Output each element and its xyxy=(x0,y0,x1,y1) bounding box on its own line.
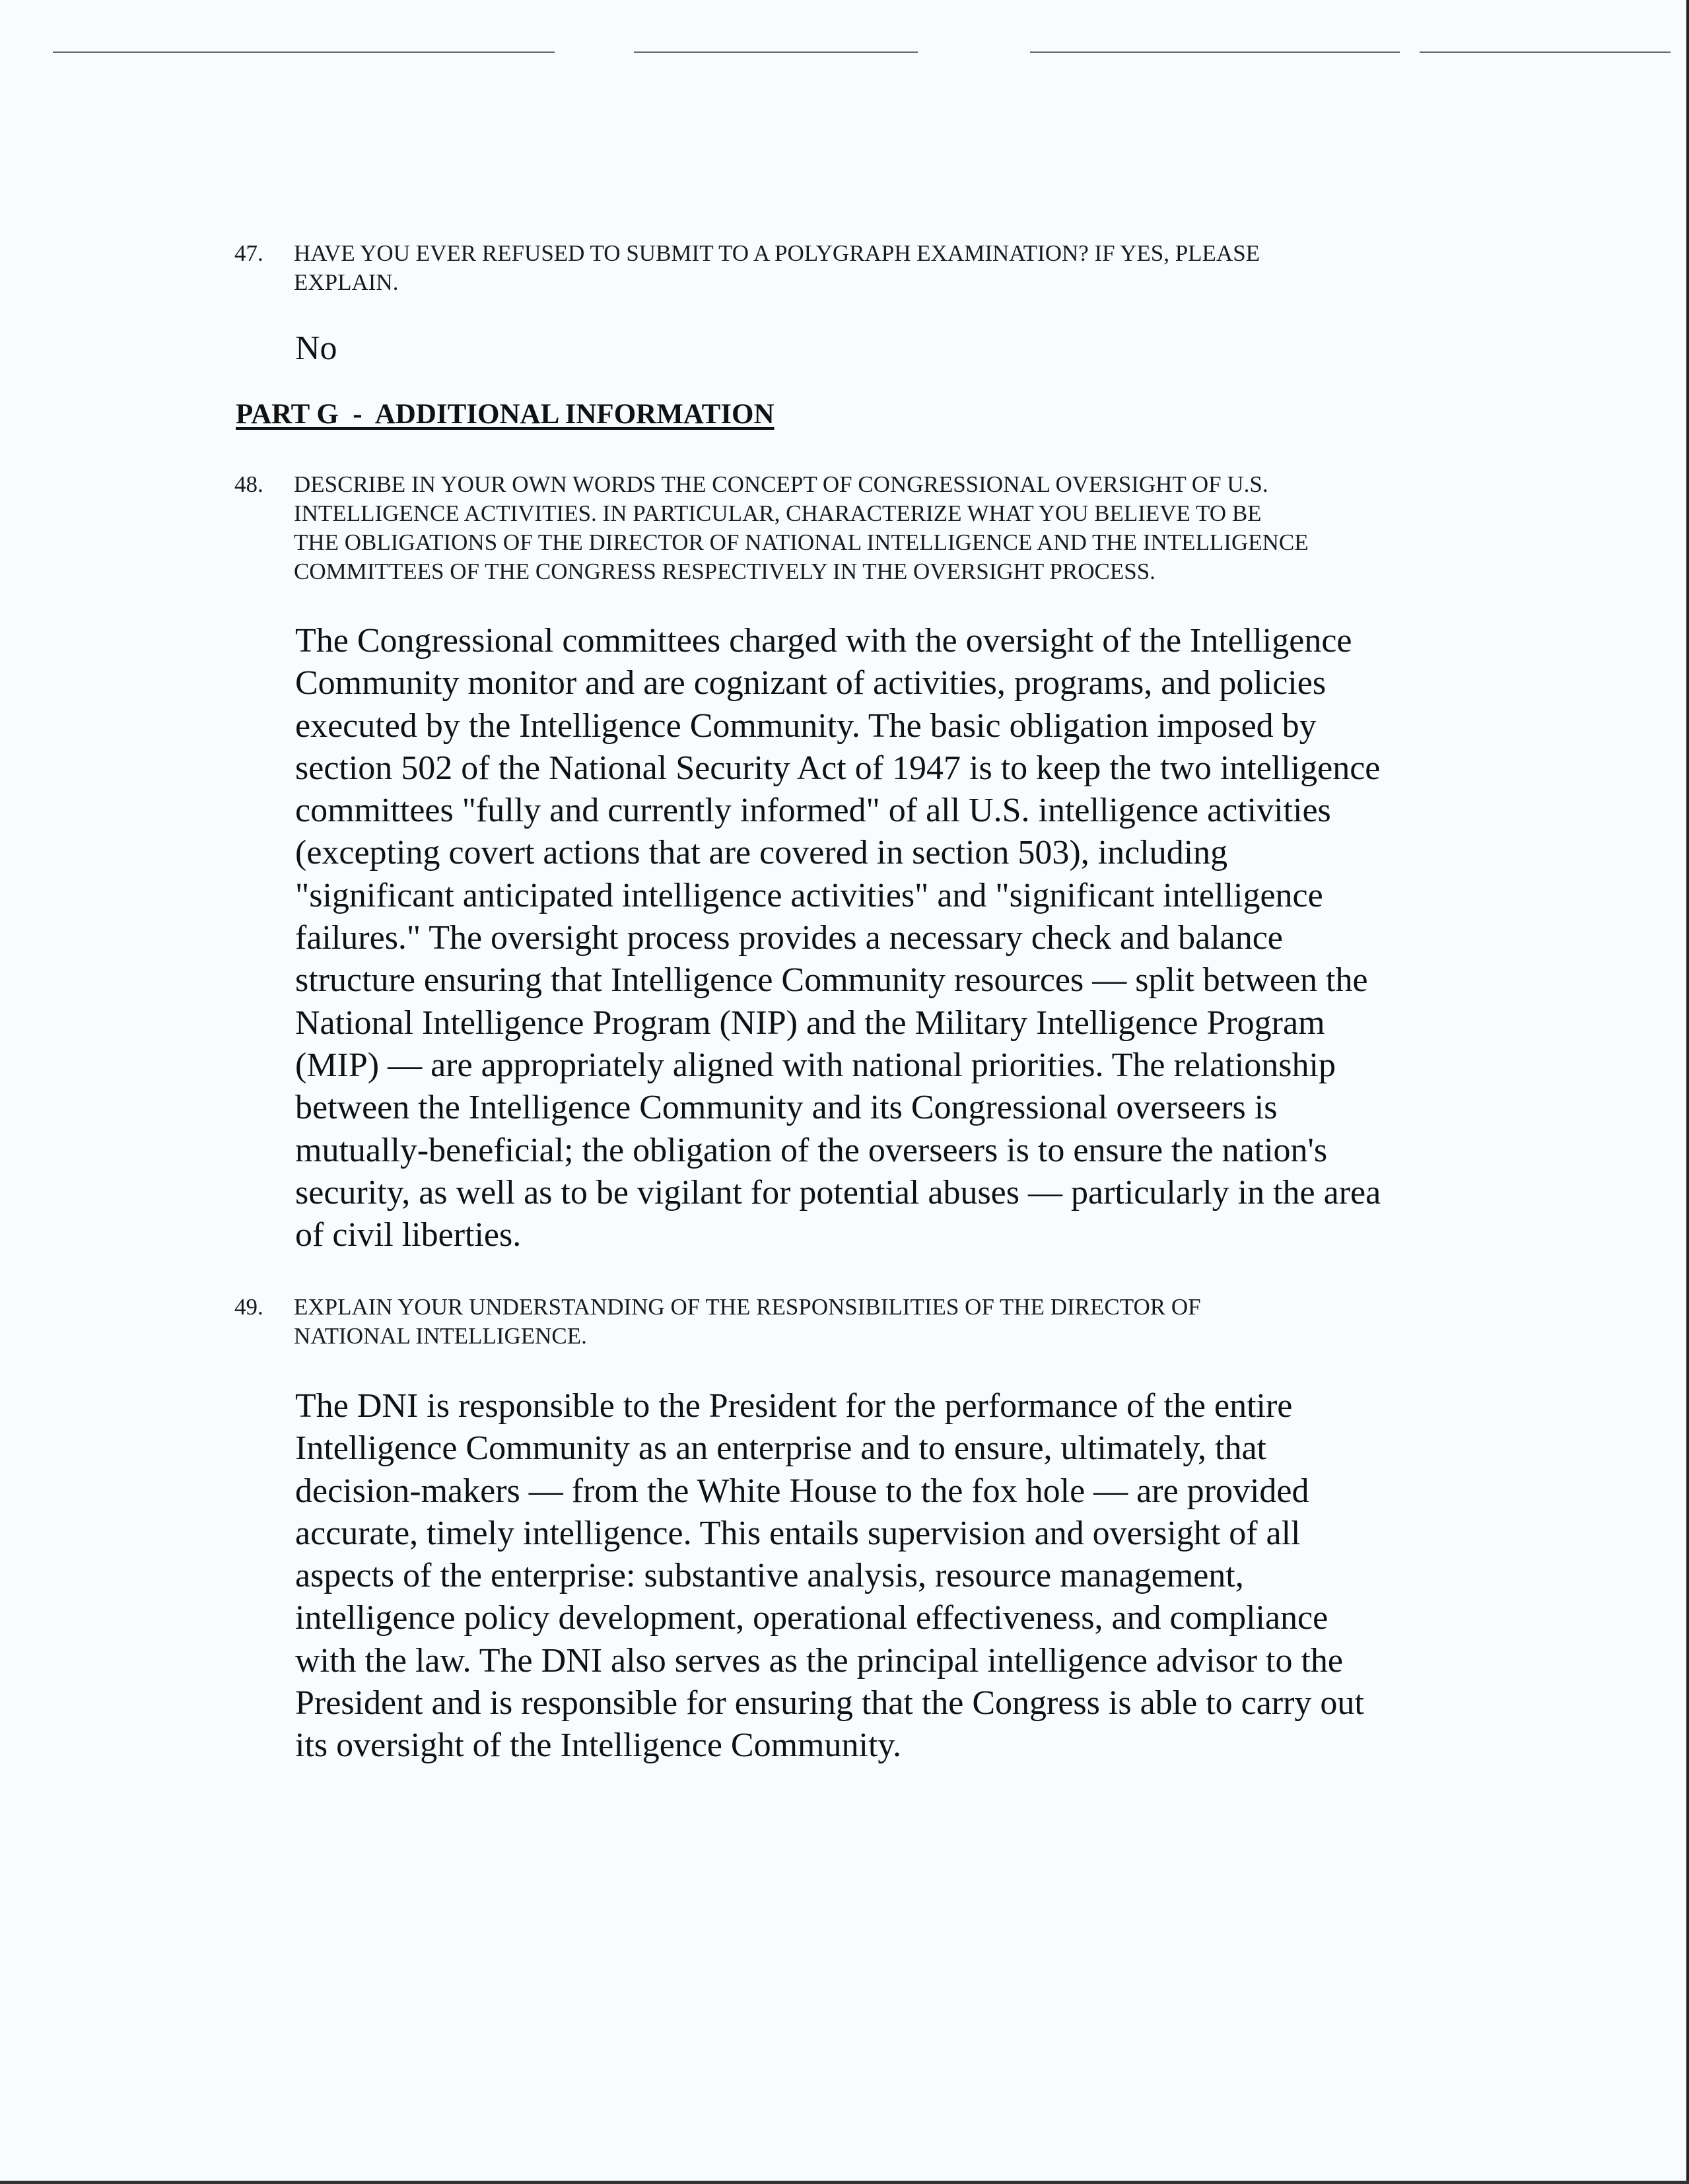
question-49 xyxy=(234,1293,1522,1351)
scan-edge-right xyxy=(1686,0,1689,2184)
answer-48: The Congressional committees charged with the oversight of the Intelligence Community monitor and are cognizant of activities, programs, and policies executed by the Intelligence Community. The basic obligation imposed by section 502 of the National Security Act of 1947 is to keep the two intelligence committees "fully and currently informed" of all U.S. intelligence activities (excepting covert actions that are covered in section 503), including "significant anticipated intelligence activities" and "significant intelligence failures." The oversight process provides a necessary check and balance structure ensuring that Intelligence Community resources — split between the National Intelligence Program (NIP) and the Military Intelligence Program (MIP) — are appropriately aligned with national priorities. The relationship between the Intelligence Community and its Congressional overseers is mutually-beneficial; the obligation of the overseers is to ensure the nation's security, as well as to be vigilant for potential abuses — particularly in the area of civil liberties. xyxy=(295,622,1381,1254)
section-heading: PART G - ADDITIONAL INFORMATION xyxy=(236,399,775,430)
header-rule xyxy=(53,51,555,53)
answer-47: No xyxy=(295,329,337,367)
header-rule xyxy=(634,51,918,53)
header-rule xyxy=(1420,51,1671,53)
answer-49: The DNI is responsible to the President for the performance of the entire Intelligence Community as an enterprise and to ensure, ultimately, that decision-makers — from the White House to the fox hole — are provided accurate, timely intelligence. This entails supervision and oversight of all aspects of the enterprise: substantive analysis, resource management, intelligence policy development, operational effectiveness, and compliance with the law. The DNI also serves as the principal intelligence advisor to the President and is responsible for ensuring that the Congress is able to carry out its oversight of the Intelligence Community. xyxy=(295,1387,1364,1765)
question-48 xyxy=(234,470,1522,586)
question-text: EXPLAIN YOUR UNDERSTANDING OF THE RESPONSIBILITIES OF THE DIRECTOR OF NATIONAL INTELLIGENCE. xyxy=(294,1294,1201,1349)
question-47 xyxy=(234,239,1522,297)
question-number: 47. xyxy=(234,240,263,266)
header-rule xyxy=(1030,51,1400,53)
scan-edge-bottom xyxy=(0,2181,1689,2184)
question-text: HAVE YOU EVER REFUSED TO SUBMIT TO A POLYGRAPH EXAMINATION? IF YES, PLEASE EXPLAIN. xyxy=(294,240,1260,295)
question-number: 49. xyxy=(234,1294,263,1320)
question-text: DESCRIBE IN YOUR OWN WORDS THE CONCEPT OF CONGRESSIONAL OVERSIGHT OF U.S. INTELLIGENCE ACTIVITIES. IN PARTICULAR, CHARACTERIZE WHAT YOU BELIEVE TO BE THE OBLIGATIONS OF THE DIRECTOR OF NATIONAL INTELLIGENCE AND THE INTELLIGENCE COMMITTEES OF THE CONGRESS RESPECTIVELY IN THE OVERSIGHT PROCESS. xyxy=(294,471,1309,584)
question-number: 48. xyxy=(234,471,263,497)
